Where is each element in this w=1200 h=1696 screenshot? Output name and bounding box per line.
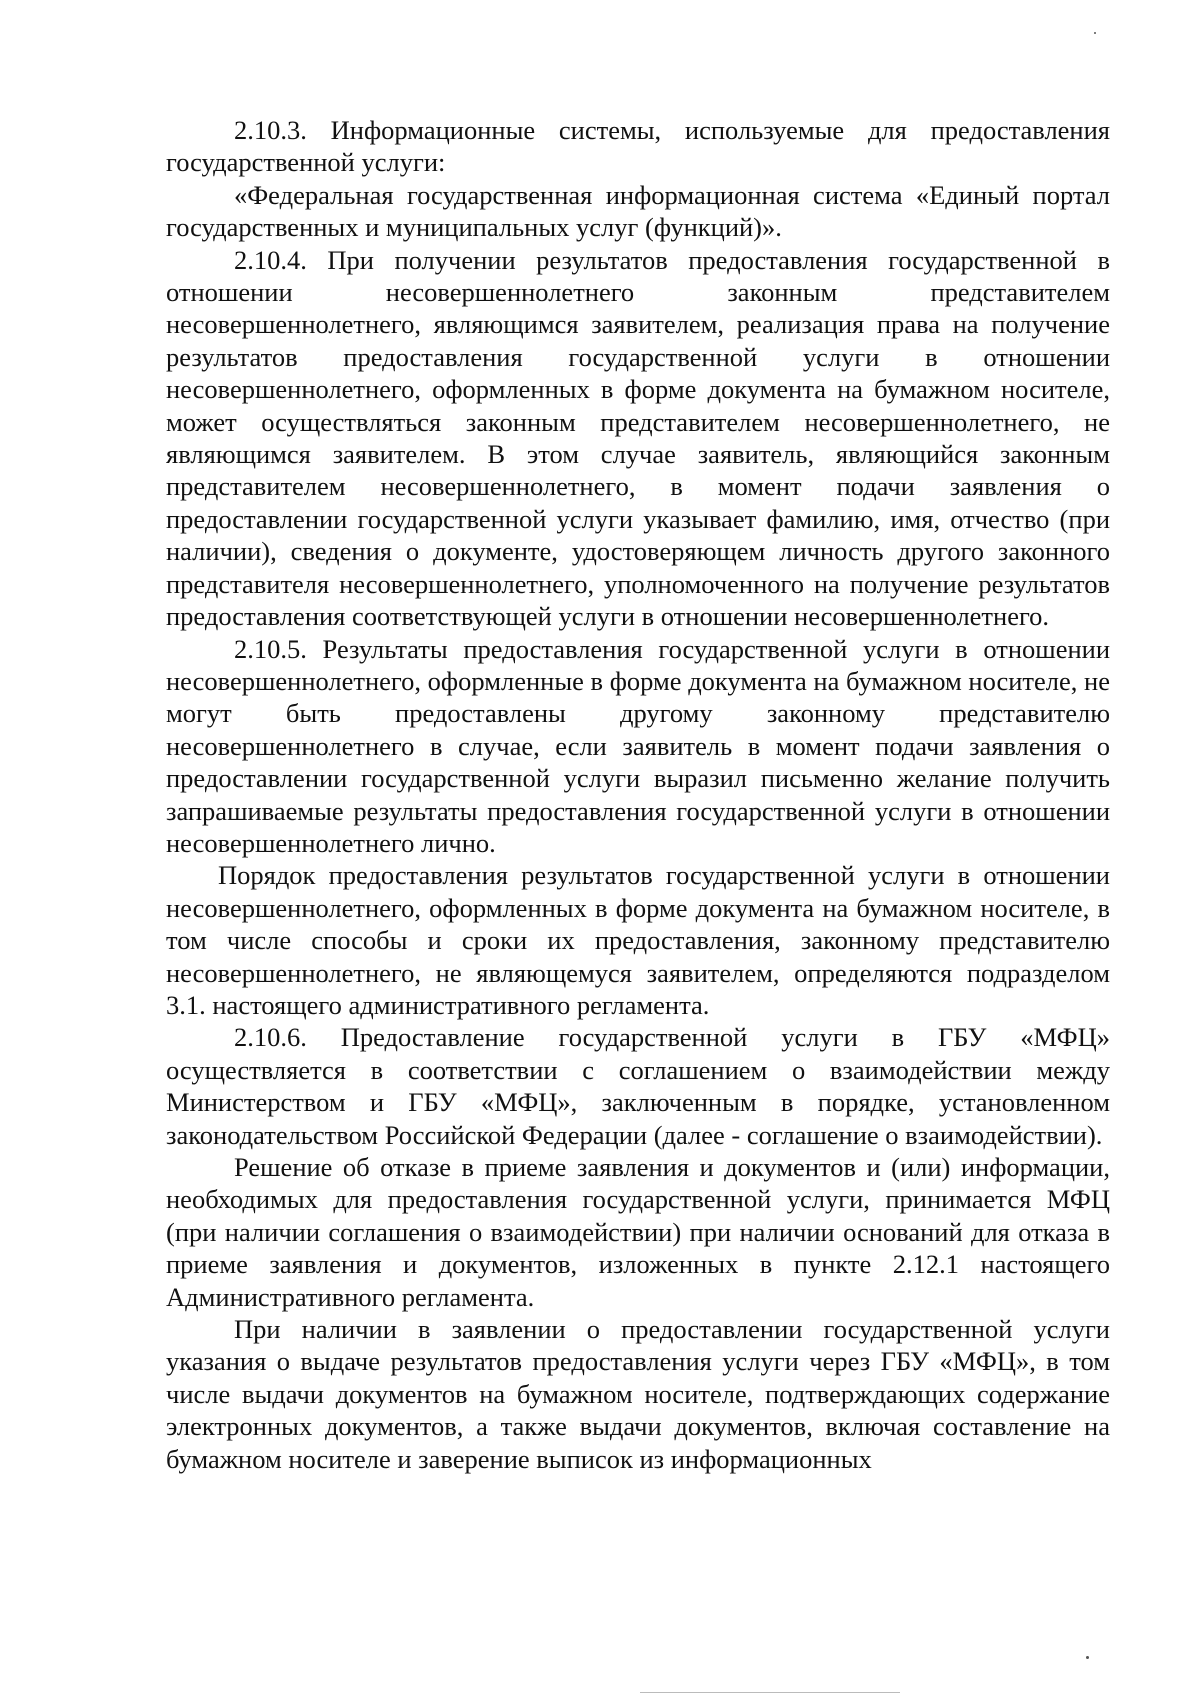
paragraph-information-system: «Федеральная государственная информационная система «Единый портал государственных и муниципальных услуг (функций)». <box>166 179 1110 243</box>
scan-artifact-bottom-edge <box>640 1692 900 1693</box>
paragraph-2-10-5: 2.10.5. Результаты предоставления государственной услуги в отношении несовершеннолетнего, оформленные в форме документа на бумажном носителе, не могут быть предоставлены другому законному представителю несовершеннолетнего в случае, если заявитель в момент подачи заявления о предоставлении государственной услуги выразил письменно желание получить запрашиваемые результаты предоставления государственной услуги в отношении несовершеннолетнего лично. <box>166 633 1110 858</box>
paragraph-2-10-3: 2.10.3. Информационные системы, используемые для предоставления государственной услуги: <box>166 115 1110 178</box>
paragraph-2-10-4: 2.10.4. При получении результатов предоставления государственной в отношении несовершеннолетнего законным представителем несовершеннолетнего, являющимся заявителем, реализация права на получение результатов предоставления государственной услуги в отношении несовершеннолетнего, оформленных в форме документа на бумажном носителе, может осуществляться законным представителем несовершеннолетнего, не являющимся заявителем. В этом случае заявитель, являющийся законным представителем несовершеннолетнего, в момент подачи заявления о предоставлении государственной услуги указывает фамилию, имя, отчество (при наличии), сведения о документе, удостоверяющем личность другого законного представителя несовершеннолетнего, уполномоченного на получение результатов предоставления соответствующей услуги в отношении несовершеннолетнего. <box>166 244 1110 632</box>
paragraph-2-10-6: 2.10.6. Предоставление государственной услуги в ГБУ «МФЦ» осуществляется в соответствии с соглашением о взаимодействии между Министерством и ГБУ «МФЦ», заключенным в порядке, установленном законодательством Российской Федерации (далее - соглашение о взаимодействии). <box>166 1022 1110 1150</box>
paragraph-procedure: Порядок предоставления результатов государственной услуги в отношении несовершеннолетнего, оформленных в форме документа на бумажном носителе, в том числе способы и сроки их предоставления, законному представителю несовершеннолетнего, не являющемуся заявителем, определяются подразделом 3.1. настоящего административного регламента. <box>166 860 1110 1020</box>
paragraph-mfc-issuance: При наличии в заявлении о предоставлении государственной услуги указания о выдаче результатов предоставления услуги через ГБУ «МФЦ», в том числе выдачи документов на бумажном носителе, подтверждающих содержание электронных документов, а также выдачи документов, включая составление на бумажном носителе и заверение выписок из информационных <box>166 1314 1110 1474</box>
scan-speck-bottom-right <box>1086 1656 1089 1659</box>
paragraph-refusal-decision: Решение об отказе в приеме заявления и документов и (или) информации, необходимых для предоставления государственной услуги, принимается МФЦ (при наличии соглашения о взаимодействии) при наличии оснований для отказа в приеме заявления и документов, изложенных в пункте 2.12.1 настоящего Административного регламента. <box>166 1152 1110 1312</box>
scan-speck-top-right <box>1094 32 1096 34</box>
document-body <box>166 114 1110 1475</box>
